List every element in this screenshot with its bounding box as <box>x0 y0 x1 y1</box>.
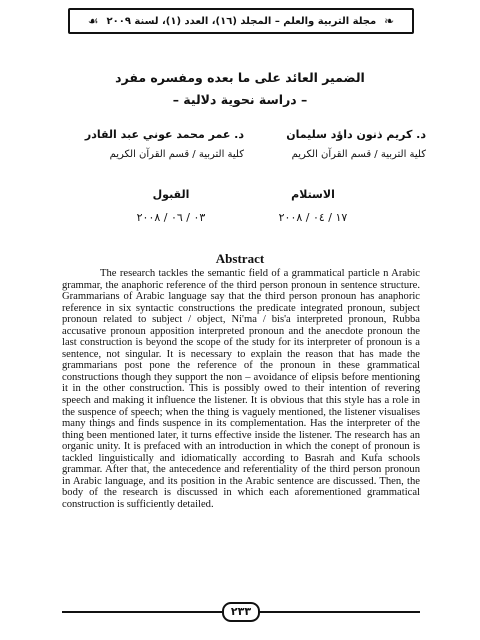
journal-header <box>68 8 414 34</box>
accepted-label: القبول <box>152 188 190 201</box>
page-number: ٢٣٣ <box>222 602 260 622</box>
accepted-date <box>116 188 226 224</box>
author-name: د. كريم ذنون داؤد سليمان <box>286 128 426 141</box>
paper-subtitle: – دراسة نحوية دلالية – <box>172 92 308 107</box>
fleuron-icon: ☙ <box>87 14 99 28</box>
fleuron-icon: ❧ <box>384 14 395 28</box>
abstract-body: The research tackles the semantic field of a grammatical particle n Arabic grammar, the anaphoric reference of the third person pronoun in sentence structure. Grammarians of Arabic language say that the third person pronoun has anaphoric reference in six syntactic constructions the predicate integrated pronoun, subject pronoun related to subject / object, Ni'ma / bis'a interpreted pronoun, Rubba accusative pronoun apposition interpreted pronoun and the anecdote pronoun the last construction is beyond the scope of the study for its interpreter of pronoun is a sentence, not singular. It is necessary to explain the reason that has made the grammarians post pone the reference of the pronoun in these grammatical constructions though they support the non – avoidance of elipsis before mentioning it in the other construction. This is possibly owed to their intention of revering speech and making it influence the listener. It is obvious that this style has a role in the suspence of speech; when the thing is vaguely mentioned, the listener visualises many things and finds suspence in its complementation. Has the interpreter of the thing been mentioned later, it turns effective inside the listener. The research has an organic unity. It is prefaced with an introduction in which the conept of pronoun is tackled linguistically and idiomatically according to Basrah and Kufa schools grammar. After that, the antecedence and referentiality of the third person pronoun in Arabic language, and its position in the Arabic sentence are discussed. Then, the body of the research is discussed in which each aforementioned grammatical construction is sufficiently detailed. <box>62 268 420 510</box>
accepted-value: ٠٣ / ٠٦ / ٢٠٠٨ <box>136 211 206 224</box>
author-affiliation: كلية التربية / قسم القرآن الكريم <box>109 149 244 160</box>
received-date <box>258 188 368 224</box>
author-1 <box>286 128 426 160</box>
author-affiliation: كلية التربية / قسم القرآن الكريم <box>291 149 426 160</box>
received-value: ١٧ / ٠٤ / ٢٠٠٨ <box>278 211 348 224</box>
abstract-heading: Abstract <box>215 251 265 266</box>
paper-title: الضمير العائد على ما بعده ومفسره مفرد <box>115 70 365 85</box>
journal-citation: مجلة التربية والعلم – المجلد (١٦)، العدد (١)، لسنة ٢٠٠٩ <box>106 15 377 27</box>
author-name: د. عمر محمد عوني عبد القادر <box>84 128 244 141</box>
author-2 <box>85 128 244 160</box>
received-label: الاستلام <box>291 188 335 201</box>
